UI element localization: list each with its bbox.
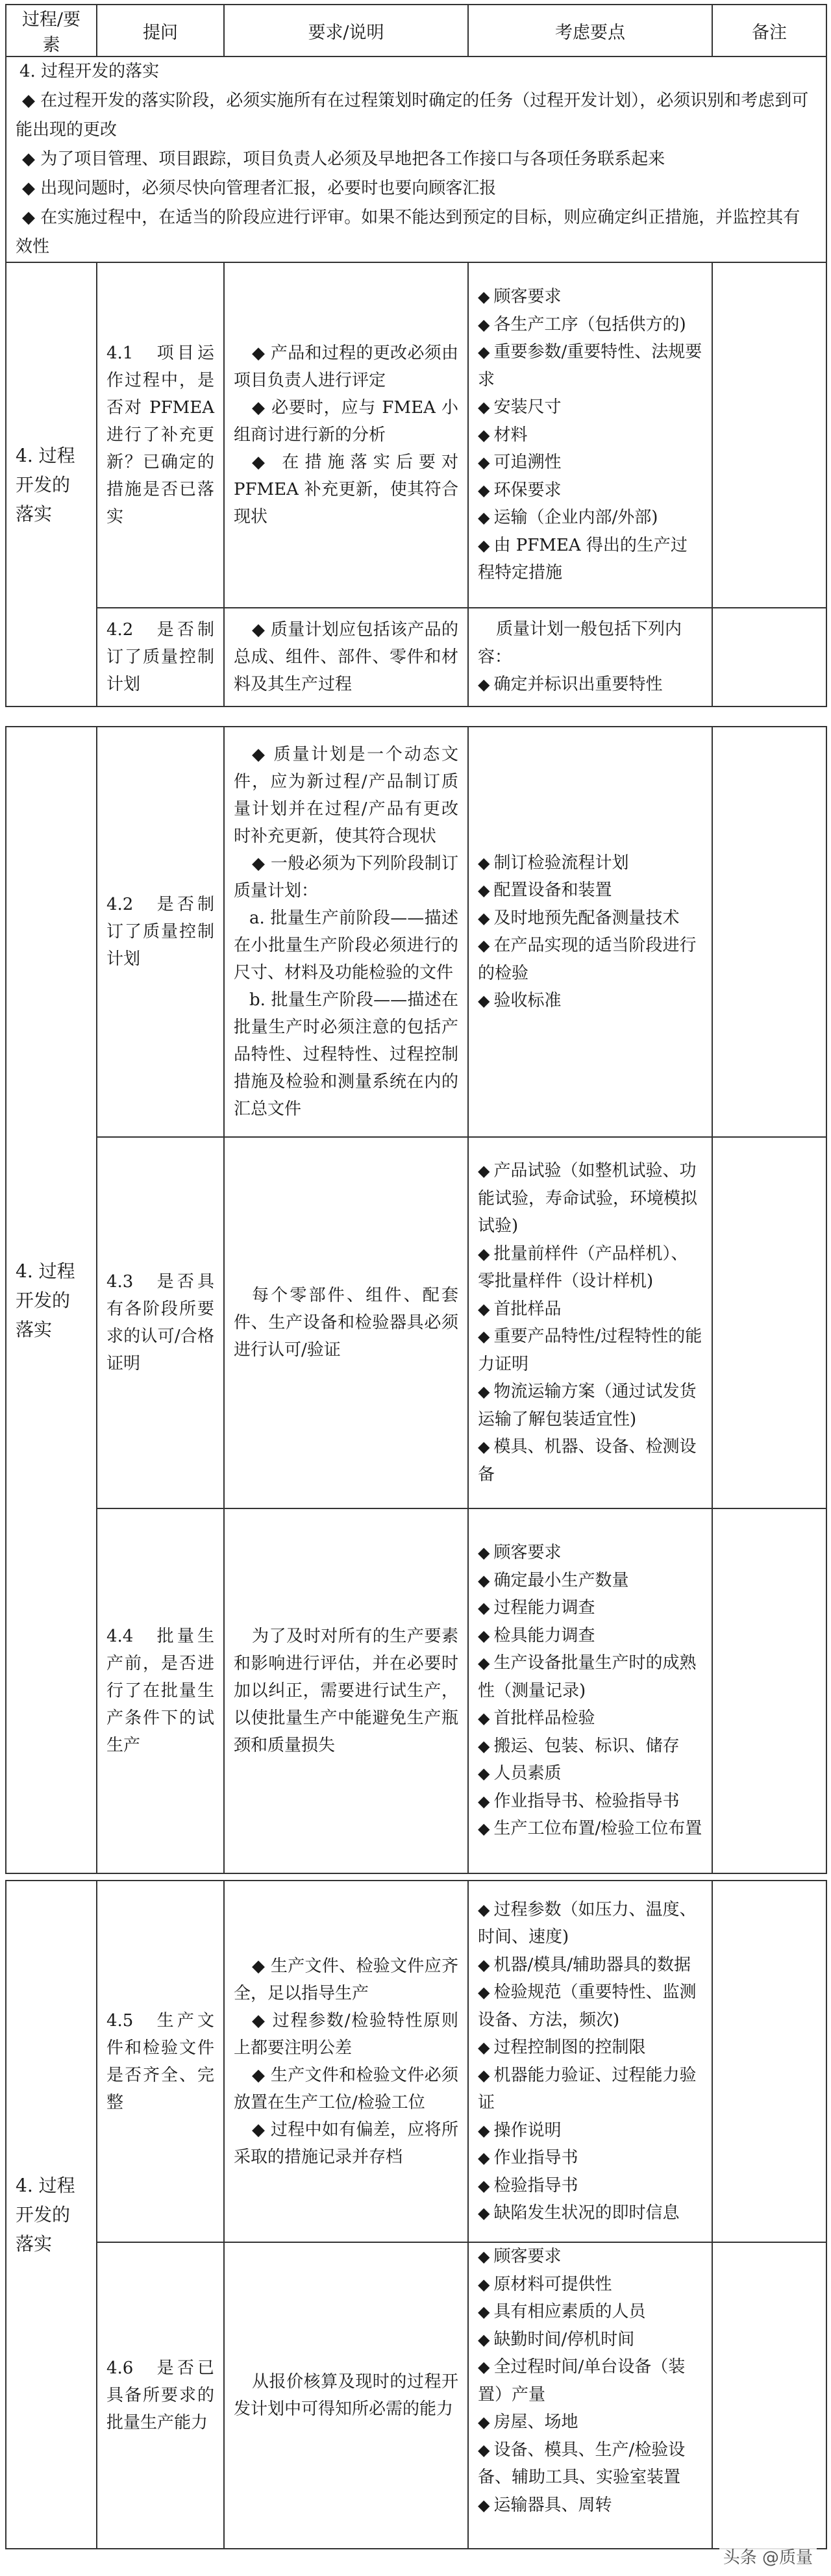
question-4-2-b: 4.2 是否制订了质量控制计划 <box>97 727 224 1137</box>
requirement-line: ◆ 过程中如有偏差，应将所采取的措施记录并存档 <box>234 2120 458 2167</box>
requirement-line: ◆ 必要时，应与 FMEA 小组商讨进行新的分析 <box>234 398 458 445</box>
table-row <box>6 1508 826 1873</box>
points-intro: 质量计划一般包括下列内容： <box>478 619 682 667</box>
table-block-3 <box>5 1880 827 2549</box>
remark-cell <box>712 1881 826 2242</box>
header-remark: 备注 <box>712 5 826 56</box>
remark-cell <box>712 262 826 608</box>
table-row <box>6 1137 826 1508</box>
point-item: ◆ 过程控制图的控制限 <box>478 2034 702 2062</box>
point-item: ◆ 检验指导书 <box>478 2172 702 2200</box>
table-row <box>6 2242 826 2549</box>
point-item: ◆ 操作说明 <box>478 2117 702 2145</box>
point-item: ◆ 缺勤时间/停机时间 <box>478 2326 702 2354</box>
point-item: ◆ 物流运输方案（通过试发货运输了解包装适宜性) <box>478 1378 702 1433</box>
process-label: 4. 过程开发的落实 <box>6 1881 97 2549</box>
requirement-line: ◆ 一般必须为下列阶段制订质量计划： <box>234 854 458 901</box>
requirement-line: 为了及时对所有的生产要素和影响进行评估，并在必要时加以纠正，需要进行试生产，以使批量生产中能避免生产瓶颈和质量损失 <box>234 1627 458 1755</box>
point-item: ◆ 及时地预先配备测量技术 <box>478 905 702 932</box>
header-process: 过程/要素 <box>6 5 97 56</box>
point-item: ◆ 搬运、包装、标识、储存 <box>478 1732 702 1760</box>
table-block-1 <box>5 4 827 707</box>
header-question: 提问 <box>97 5 224 56</box>
point-item: ◆ 配置设备和装置 <box>478 877 702 905</box>
requirement-line: ◆ 生产文件、检验文件应齐全，足以指导生产 <box>234 1956 458 2003</box>
remark-cell <box>712 2242 826 2549</box>
point-item: ◆ 确定并标识出重要特性 <box>478 671 702 699</box>
process-label: 4. 过程开发的落实 <box>6 262 97 707</box>
remark-cell <box>712 727 826 1137</box>
point-item: ◆ 由 PFMEA 得出的生产过程特定措施 <box>478 532 702 587</box>
point-item: ◆ 首批样品 <box>478 1295 702 1323</box>
intro-row <box>6 56 826 262</box>
point-item: ◆ 全过程时间/单台设备（装置）产量 <box>478 2353 702 2408</box>
requirement-4-2-a <box>224 608 468 707</box>
requirement-line: ◆ 质量计划应包括该产品的总成、组件、部件、零件和材料及其生产过程 <box>234 620 458 694</box>
intro-line: ◆ 在过程开发的落实阶段，必须实施所有在过程策划时确定的任务（过程开发计划），必须识别和考虑到可能出现的更改 <box>16 91 809 140</box>
point-item: ◆ 可追溯性 <box>478 449 702 477</box>
intro-title: 4. 过程开发的落实 <box>19 62 160 81</box>
point-item: ◆ 材料 <box>478 421 702 449</box>
question-4-2-a: 4.2 是否制订了质量控制计划 <box>97 608 224 707</box>
points-4-5 <box>468 1881 712 2242</box>
remark-cell <box>712 608 826 707</box>
point-item: ◆ 检具能力调查 <box>478 1622 702 1650</box>
question-4-3: 4.3 是否具有各阶段所要求的认可/合格证明 <box>97 1137 224 1508</box>
table-row <box>6 727 826 1137</box>
point-item: ◆ 机器能力验证、过程能力验证 <box>478 2062 702 2117</box>
remark-cell <box>712 1508 826 1873</box>
point-item: ◆ 验收标准 <box>478 987 702 1015</box>
point-item: ◆ 模具、机器、设备、检测设备 <box>478 1433 702 1488</box>
points-4-6 <box>468 2242 712 2549</box>
requirement-line: 从报价核算及现时的过程开发计划中可得知所必需的能力 <box>234 2372 458 2419</box>
requirement-4-6 <box>224 2242 468 2549</box>
requirement-4-1 <box>224 262 468 608</box>
point-item: ◆ 制订检验流程计划 <box>478 849 702 877</box>
point-item: ◆ 在产品实现的适当阶段进行的检验 <box>478 932 702 987</box>
point-item: ◆ 缺陷发生状况的即时信息 <box>478 2199 702 2227</box>
question-4-1: 4.1 项目运作过程中，是否对 PFMEA 进行了补充更新？已确定的措施是否已落实 <box>97 262 224 608</box>
requirement-line: a. 批量生产前阶段——描述在小批量生产阶段必须进行的尺寸、材料及功能检验的文件 <box>234 908 458 982</box>
points-4-2-a <box>468 608 712 707</box>
point-item: ◆ 检验规范（重要特性、监测设备、方法，频次) <box>478 1979 702 2034</box>
point-item: ◆ 重要产品特性/过程特性的能力证明 <box>478 1323 702 1378</box>
point-item: ◆ 具有相应素质的人员 <box>478 2298 702 2326</box>
requirement-line: ◆ 过程参数/检验特性原则上都要注明公差 <box>234 2010 458 2058</box>
table-block-2 <box>5 726 827 1874</box>
table-row <box>6 608 826 707</box>
point-item: ◆ 原材料可提供性 <box>478 2271 702 2299</box>
table-row <box>6 1881 826 2242</box>
intro-cell <box>6 56 826 262</box>
points-4-2-b <box>468 727 712 1137</box>
intro-line: ◆ 出现问题时，必须尽快向管理者汇报，必要时也要向顾客汇报 <box>22 179 497 198</box>
requirement-line: 每个零部件、组件、配套件、生产设备和检验器具必须进行认可/验证 <box>234 1286 458 1360</box>
question-4-5: 4.5 生产文件和检验文件是否齐全、完整 <box>97 1881 224 2242</box>
point-item: ◆ 过程能力调查 <box>478 1594 702 1622</box>
requirement-4-3 <box>224 1137 468 1508</box>
points-4-3 <box>468 1137 712 1508</box>
requirement-line: ◆ 产品和过程的更改必须由项目负责人进行评定 <box>234 344 458 390</box>
header-points: 考虑要点 <box>468 5 712 56</box>
question-4-4: 4.4 批量生产前，是否进行了在批量生产条件下的试生产 <box>97 1508 224 1873</box>
point-item: ◆ 顾客要求 <box>478 2243 702 2271</box>
question-4-6: 4.6 是否已具备所要求的批量生产能力 <box>97 2242 224 2549</box>
header-requirement: 要求/说明 <box>224 5 468 56</box>
table-header-row <box>6 5 826 56</box>
intro-line: ◆ 在实施过程中，在适当的阶段应进行评审。如果不能达到预定的目标，则应确定纠正措施，并监控其有效性 <box>16 208 800 256</box>
point-item: ◆ 重要参数/重要特性、法规要求 <box>478 338 702 394</box>
intro-line: ◆ 为了项目管理、项目跟踪，项目负责人必须及早地把各工作接口与各项任务联系起来 <box>22 149 665 169</box>
point-item: ◆ 批量前样件（产品样机）、零批量样件（设计样机) <box>478 1240 702 1295</box>
point-item: ◆ 过程参数（如压力、温度、时间、速度) <box>478 1896 702 1951</box>
point-item: ◆ 设备、模具、生产/检验设备、辅助工具、实验室装置 <box>478 2436 702 2492</box>
point-item: ◆ 房屋、场地 <box>478 2408 702 2436</box>
point-item: ◆ 作业指导书、检验指导书 <box>478 1788 702 1816</box>
requirement-4-4 <box>224 1508 468 1873</box>
point-item: ◆ 顾客要求 <box>478 283 702 311</box>
requirement-4-2-b <box>224 727 468 1137</box>
requirement-line: ◆ 质量计划是一个动态文件，应为新过程/产品制订质量计划并在过程/产品有更改时补充更新，使其符合现状 <box>234 745 458 846</box>
point-item: ◆ 运输器具、周转 <box>478 2492 702 2520</box>
points-4-1 <box>468 262 712 608</box>
point-item: ◆ 作业指导书 <box>478 2144 702 2172</box>
requirement-line: ◆ 在措施落实后要对 PFMEA 补充更新，使其符合现状 <box>234 453 458 527</box>
point-item: ◆ 首批样品检验 <box>478 1705 702 1732</box>
point-item: ◆ 安装尺寸 <box>478 394 702 421</box>
requirement-line: ◆ 生产文件和检验文件必须放置在生产工位/检验工位 <box>234 2065 458 2112</box>
point-item: ◆ 各生产工序（包括供方的) <box>478 311 702 339</box>
point-item: ◆ 运输（企业内部/外部) <box>478 504 702 532</box>
process-label: 4. 过程开发的落实 <box>6 727 97 1873</box>
point-item: ◆ 生产工位布置/检验工位布置 <box>478 1815 702 1843</box>
point-item: ◆ 顾客要求 <box>478 1539 702 1567</box>
remark-cell <box>712 1137 826 1508</box>
point-item: ◆ 人员素质 <box>478 1760 702 1788</box>
points-4-4 <box>468 1508 712 1873</box>
requirement-line: b. 批量生产阶段——描述在批量生产时必须注意的包括产品特性、过程特性、过程控制措施及检验和测量系统在内的汇总文件 <box>234 990 458 1119</box>
watermark: 头条 @质量 <box>719 2543 817 2570</box>
requirement-4-5 <box>224 1881 468 2242</box>
point-item: ◆ 产品试验（如整机试验、功能试验，寿命试验，环境模拟试验) <box>478 1157 702 1240</box>
point-item: ◆ 确定最小生产数量 <box>478 1567 702 1595</box>
point-item: ◆ 生产设备批量生产时的成熟性（测量记录) <box>478 1649 702 1705</box>
point-item: ◆ 机器/模具/辅助器具的数据 <box>478 1951 702 1979</box>
point-item: ◆ 环保要求 <box>478 477 702 505</box>
table-row <box>6 262 826 608</box>
